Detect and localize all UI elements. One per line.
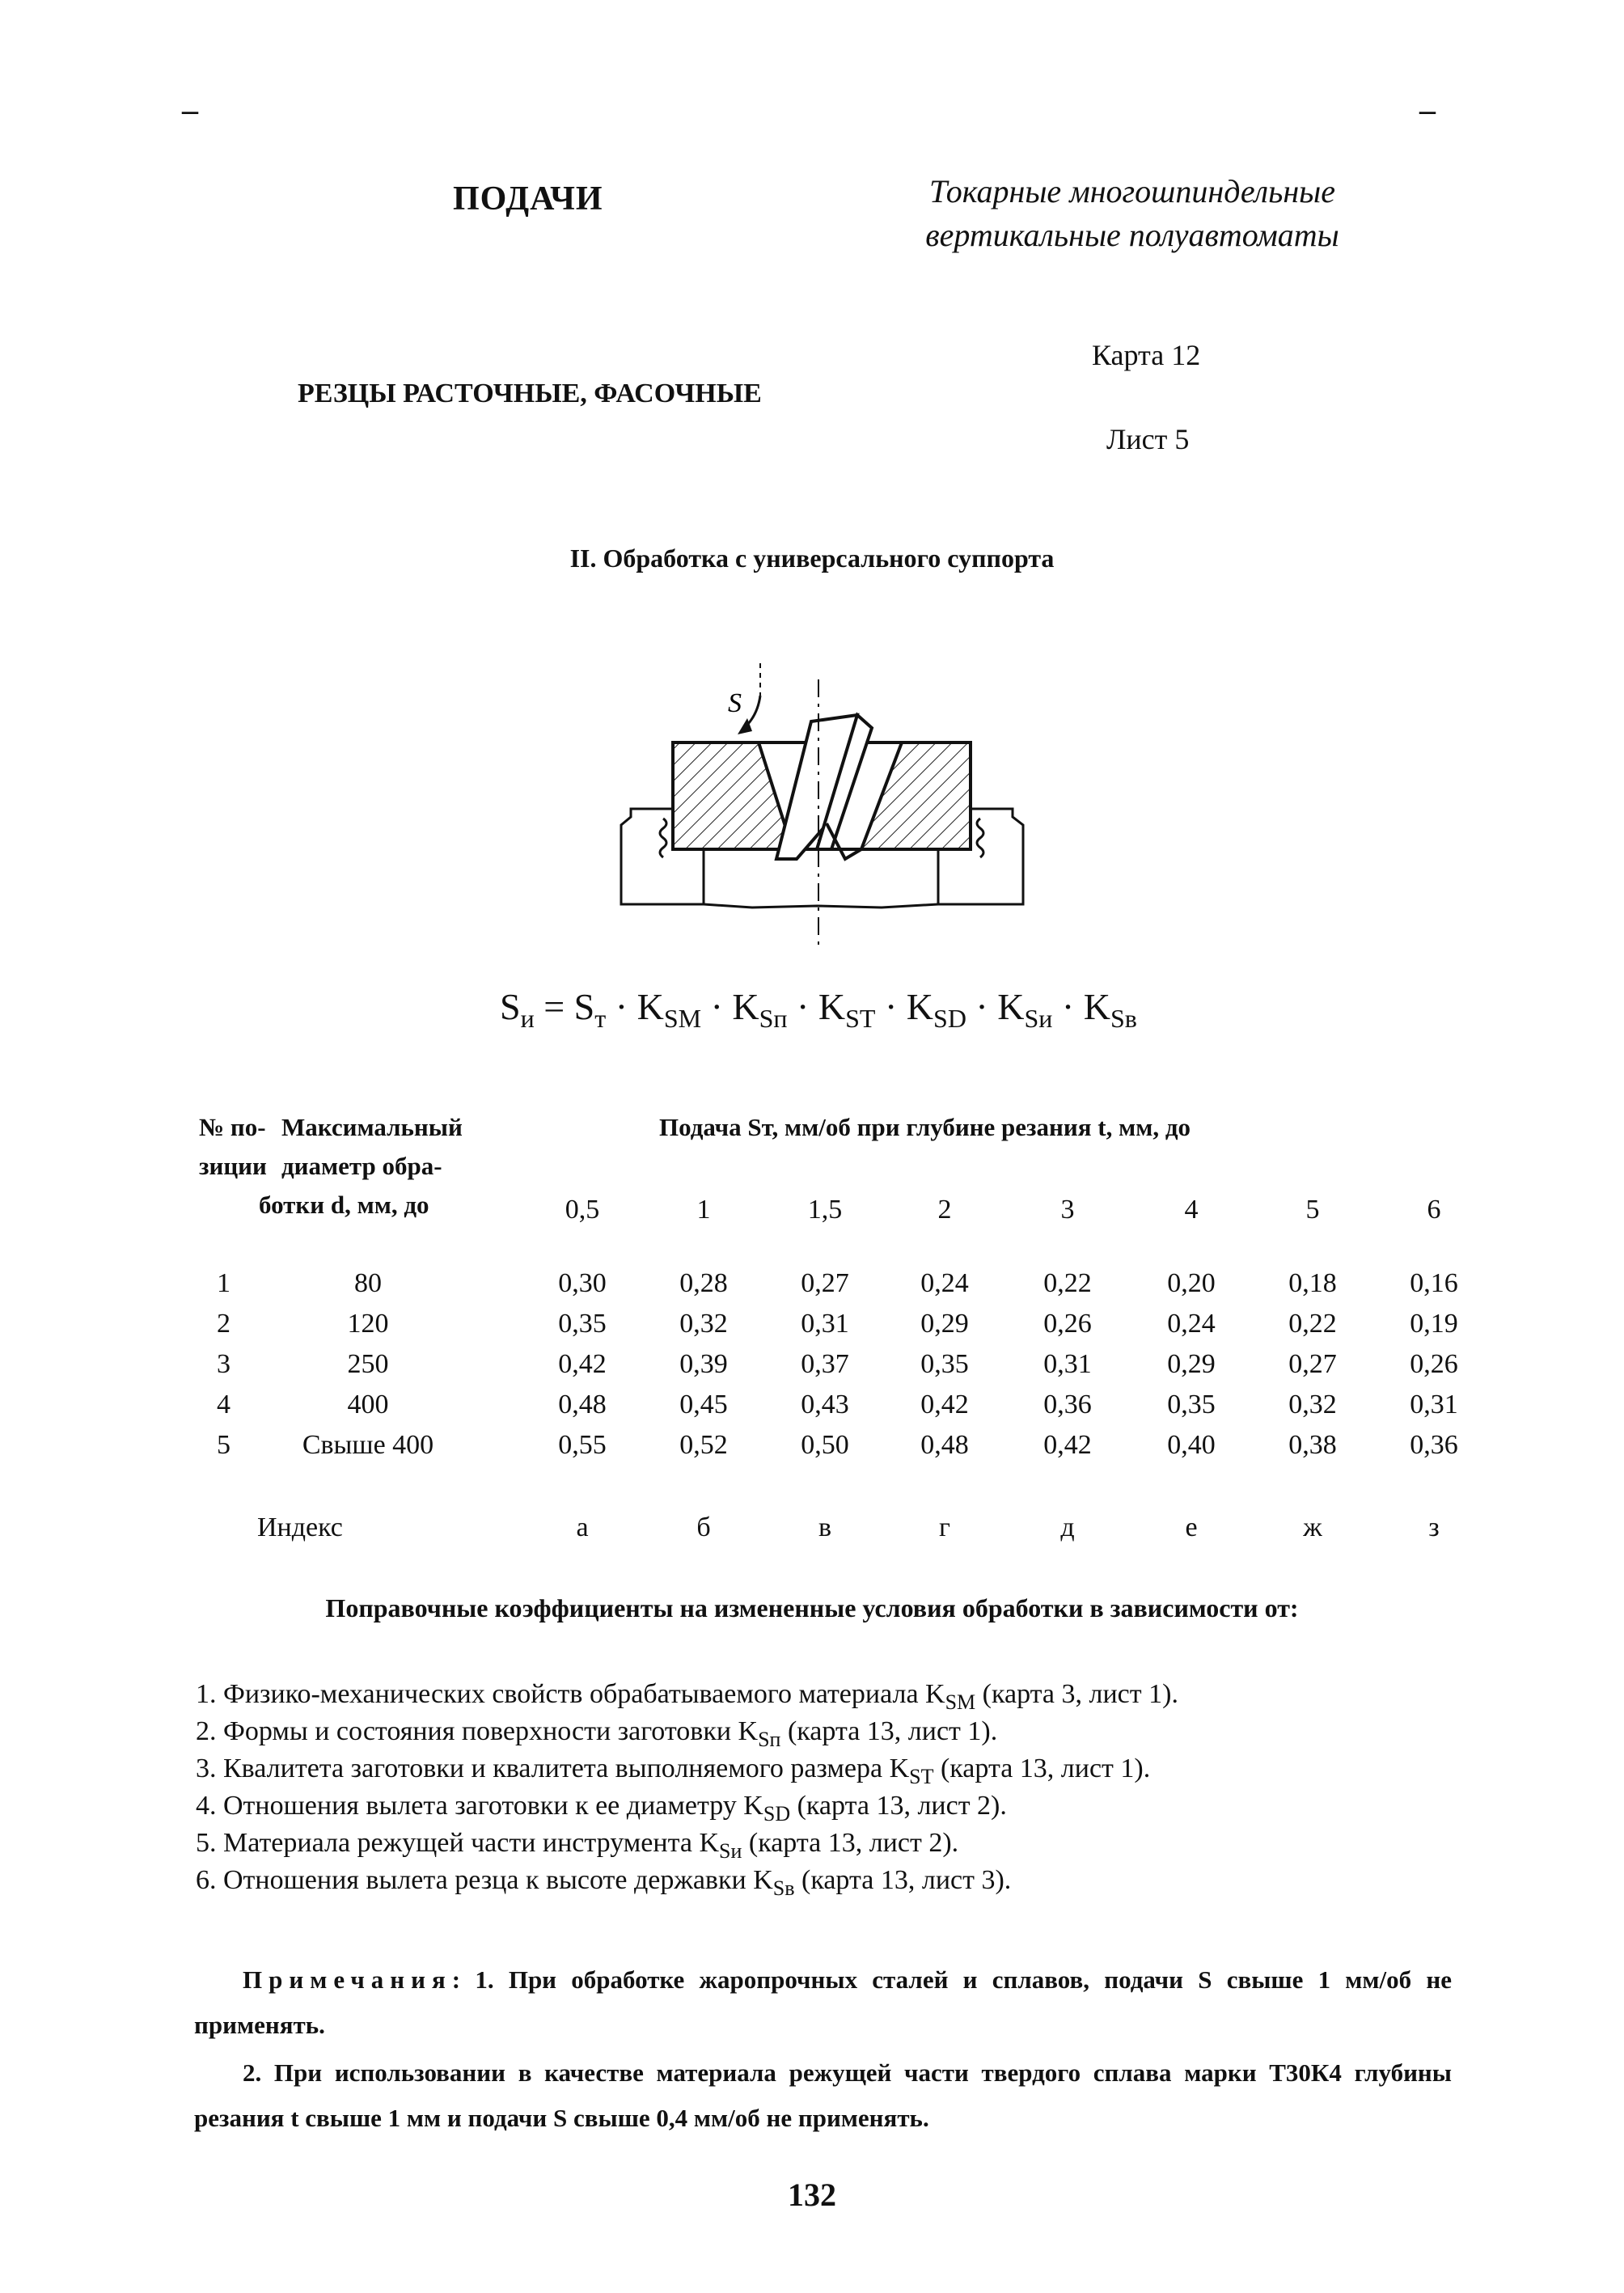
note-1 bbox=[194, 1957, 1452, 2048]
depth-header-cell: 6 bbox=[1427, 1195, 1441, 1225]
depth-header-cell: 1 bbox=[696, 1195, 711, 1225]
formula-k2-sub: Sп bbox=[759, 1004, 788, 1033]
formula-k4: K bbox=[906, 986, 934, 1027]
feed-value-cell: 0,39 bbox=[679, 1349, 728, 1379]
formula-k5-sub: Sи bbox=[1024, 1004, 1053, 1033]
feed-value-cell: 0,29 bbox=[1167, 1349, 1216, 1379]
feed-value-cell: 0,26 bbox=[1043, 1309, 1092, 1339]
col-header-no-line1: № по- bbox=[199, 1113, 266, 1141]
col-header-d-line3: ботки d, мм, до bbox=[259, 1191, 429, 1219]
note-2-text: 2. При использовании в качестве материала режущей части твердого сплава марки Т30К4 глубины резания t свыше 1 мм и подачи S свыше 0,4 мм/об не применять. bbox=[194, 2058, 1452, 2132]
correction-reference: (карта 13, лист 3). bbox=[794, 1865, 1012, 1895]
subtitle: II. Обработка с универсального суппорта bbox=[569, 544, 1055, 573]
row-position-number: 3 bbox=[217, 1349, 230, 1379]
correction-text: 3. Квалитета заготовки и квалитета выполняемого размера K bbox=[196, 1754, 910, 1783]
index-letter: е bbox=[1185, 1512, 1198, 1542]
feed-value-cell: 0,50 bbox=[801, 1430, 849, 1460]
correction-item bbox=[196, 1828, 958, 1864]
feed-value-cell: 0,22 bbox=[1288, 1309, 1337, 1339]
page-number-wrap bbox=[0, 2176, 1624, 2214]
formula-base: S bbox=[573, 986, 595, 1027]
feed-value-cell: 0,24 bbox=[1167, 1309, 1216, 1339]
feed-formula: $S_и = S_т \cdot K_{SM} \cdot K_{Sп} \cdot K_{ST} \cdot K_{SD} \cdot K_{Sи} \cdot K_{Sв}$ bbox=[500, 986, 1137, 1033]
feed-value-cell: 0,30 bbox=[558, 1268, 607, 1298]
correction-item bbox=[196, 1716, 997, 1752]
feed-value-cell: 0,29 bbox=[920, 1309, 969, 1339]
correction-text: 1. Физико-механических свойств обрабатываемого материала K bbox=[196, 1679, 945, 1709]
feed-value-cell: 0,42 bbox=[920, 1390, 969, 1419]
formula-base-sub: т bbox=[594, 1004, 607, 1033]
feed-value-cell: 0,52 bbox=[679, 1430, 728, 1460]
correction-reference: (карта 13, лист 2). bbox=[742, 1828, 959, 1858]
note-2 bbox=[194, 2050, 1452, 2141]
index-letter: б bbox=[696, 1512, 711, 1542]
correction-coefficient-sub: Sв bbox=[772, 1876, 795, 1900]
col-header-d-line2: диаметр обра- bbox=[281, 1152, 442, 1180]
formula-k4-sub: SD bbox=[933, 1004, 966, 1033]
tool-title: РЕЗЦЫ РАСТОЧНЫЕ, ФАСОЧНЫЕ bbox=[298, 379, 762, 408]
depth-header-cell: 2 bbox=[937, 1195, 952, 1225]
formula-k1-sub: SM bbox=[663, 1004, 702, 1033]
feed-value-cell: 0,32 bbox=[1288, 1390, 1337, 1419]
row-max-diameter: 250 bbox=[347, 1349, 389, 1379]
row-position-number: 4 bbox=[217, 1390, 230, 1419]
correction-item bbox=[196, 1754, 1150, 1789]
row-max-diameter: Свыше 400 bbox=[302, 1430, 434, 1460]
col-header-no-line2: зиции bbox=[199, 1152, 267, 1180]
depth-header-cell: 3 bbox=[1060, 1195, 1075, 1225]
formula-k1: K bbox=[636, 986, 664, 1027]
depth-header-cell: 1,5 bbox=[807, 1195, 843, 1225]
col-header-d-line1: Максимальный bbox=[281, 1113, 463, 1141]
correction-text: 5. Материала режущей части инструмента K bbox=[196, 1828, 719, 1858]
feed-value-cell: 0,35 bbox=[920, 1349, 969, 1379]
index-letter: д bbox=[1060, 1512, 1075, 1542]
correction-text: 6. Отношения вылета резца к высоте державки K bbox=[196, 1865, 773, 1895]
row-position-number: 5 bbox=[217, 1430, 230, 1460]
boring-tool-diagram bbox=[615, 647, 1035, 954]
feed-value-cell: 0,35 bbox=[1167, 1390, 1216, 1419]
feed-value-cell: 0,42 bbox=[1043, 1430, 1092, 1460]
feed-value-cell: 0,40 bbox=[1167, 1430, 1216, 1460]
machine-type-line1: Токарные многошпиндельные bbox=[928, 173, 1336, 209]
index-label: Индекс bbox=[257, 1512, 343, 1542]
feed-value-cell: 0,48 bbox=[558, 1390, 607, 1419]
correction-coefficient-sub: SD bbox=[763, 1802, 791, 1826]
feed-value-cell: 0,26 bbox=[1410, 1349, 1458, 1379]
correction-coefficient-sub: ST bbox=[909, 1765, 934, 1788]
index-letter: в bbox=[818, 1512, 832, 1542]
feed-value-cell: 0,18 bbox=[1288, 1268, 1337, 1298]
feed-value-cell: 0,32 bbox=[679, 1309, 728, 1339]
formula-k6: K bbox=[1083, 986, 1110, 1027]
note-1-text: : 1. При обработке жаропрочных сталей и сплавов, подачи S свыше 1 мм/об не применять. bbox=[194, 1965, 1452, 2039]
correction-reference: (карта 3, лист 1). bbox=[975, 1679, 1178, 1709]
correction-text: 2. Формы и состояния поверхности заготовки K bbox=[196, 1716, 759, 1746]
row-position-number: 1 bbox=[217, 1268, 230, 1298]
corrections-title: Поправочные коэффициенты на измененные условия обработки в зависимости от: bbox=[325, 1593, 1299, 1622]
formula-k3-sub: ST bbox=[845, 1004, 876, 1033]
feed-value-cell: 0,28 bbox=[679, 1268, 728, 1298]
feed-value-cell: 0,55 bbox=[558, 1430, 607, 1460]
feed-label: S bbox=[728, 688, 742, 718]
index-letter: з bbox=[1428, 1512, 1440, 1542]
feed-value-cell: 0,45 bbox=[679, 1390, 728, 1419]
section-title: ПОДАЧИ bbox=[453, 180, 603, 218]
feed-value-cell: 0,48 bbox=[920, 1430, 969, 1460]
formula-lhs: S bbox=[500, 986, 521, 1027]
row-max-diameter: 120 bbox=[347, 1309, 389, 1339]
feed-value-cell: 0,24 bbox=[920, 1268, 969, 1298]
row-position-number: 2 bbox=[217, 1309, 230, 1339]
corner-mark-right: – bbox=[1419, 91, 1436, 128]
notes-label: Примечания bbox=[243, 1965, 452, 1994]
card-number: Карта 12 bbox=[1092, 339, 1201, 371]
formula-k5: K bbox=[997, 986, 1025, 1027]
feed-value-cell: 0,43 bbox=[801, 1390, 849, 1419]
correction-coefficient-sub: Sи bbox=[719, 1839, 742, 1863]
correction-reference: (карта 13, лист 1). bbox=[780, 1716, 998, 1746]
correction-reference: (карта 13, лист 1). bbox=[933, 1754, 1151, 1783]
feed-value-cell: 0,31 bbox=[1410, 1390, 1458, 1419]
feed-value-cell: 0,38 bbox=[1288, 1430, 1337, 1460]
correction-item bbox=[196, 1791, 1007, 1826]
sheet-number: Лист 5 bbox=[1106, 423, 1190, 455]
row-max-diameter: 400 bbox=[347, 1390, 389, 1419]
correction-text: 4. Отношения вылета заготовки к ее диаметру K bbox=[196, 1791, 763, 1821]
feed-value-cell: 0,31 bbox=[1043, 1349, 1092, 1379]
feed-value-cell: 0,27 bbox=[801, 1268, 849, 1298]
correction-item bbox=[196, 1679, 1178, 1715]
index-letter: ж bbox=[1303, 1512, 1322, 1542]
depth-header-cell: 0,5 bbox=[565, 1195, 600, 1225]
corrections-title-wrap bbox=[0, 1593, 1624, 1623]
feed-value-cell: 0,20 bbox=[1167, 1268, 1216, 1298]
index-letter: г bbox=[939, 1512, 950, 1542]
correction-coefficient-sub: SM bbox=[945, 1690, 976, 1714]
machine-type bbox=[873, 170, 1391, 257]
formula-lhs-sub: и bbox=[520, 1004, 535, 1033]
feed-value-cell: 0,16 bbox=[1410, 1268, 1458, 1298]
correction-reference: (карта 13, лист 2). bbox=[790, 1791, 1007, 1821]
machine-type-line2: вертикальные полуавтоматы bbox=[925, 217, 1339, 253]
correction-coefficient-sub: Sп bbox=[758, 1728, 781, 1751]
row-max-diameter: 80 bbox=[354, 1268, 382, 1298]
formula-k3: K bbox=[818, 986, 846, 1027]
feed-value-cell: 0,36 bbox=[1043, 1390, 1092, 1419]
feed-header: Подача Sт, мм/об при глубине резания t, мм, до bbox=[659, 1113, 1191, 1141]
feed-value-cell: 0,22 bbox=[1043, 1268, 1092, 1298]
depth-header-cell: 4 bbox=[1184, 1195, 1199, 1225]
feed-value-cell: 0,19 bbox=[1410, 1309, 1458, 1339]
correction-item bbox=[196, 1865, 1011, 1901]
formula-k6-sub: Sв bbox=[1110, 1004, 1137, 1033]
feed-value-cell: 0,31 bbox=[801, 1309, 849, 1339]
page-number: 132 bbox=[788, 2177, 836, 2213]
feed-value-cell: 0,27 bbox=[1288, 1349, 1337, 1379]
depth-header-cell: 5 bbox=[1305, 1195, 1320, 1225]
formula-k2: K bbox=[732, 986, 759, 1027]
corner-mark-left: – bbox=[182, 91, 198, 128]
feed-value-cell: 0,35 bbox=[558, 1309, 607, 1339]
feed-value-cell: 0,37 bbox=[801, 1349, 849, 1379]
index-letter: а bbox=[576, 1512, 589, 1542]
feed-value-cell: 0,42 bbox=[558, 1349, 607, 1379]
cutting-tool bbox=[776, 715, 872, 859]
feed-value-cell: 0,36 bbox=[1410, 1430, 1458, 1460]
